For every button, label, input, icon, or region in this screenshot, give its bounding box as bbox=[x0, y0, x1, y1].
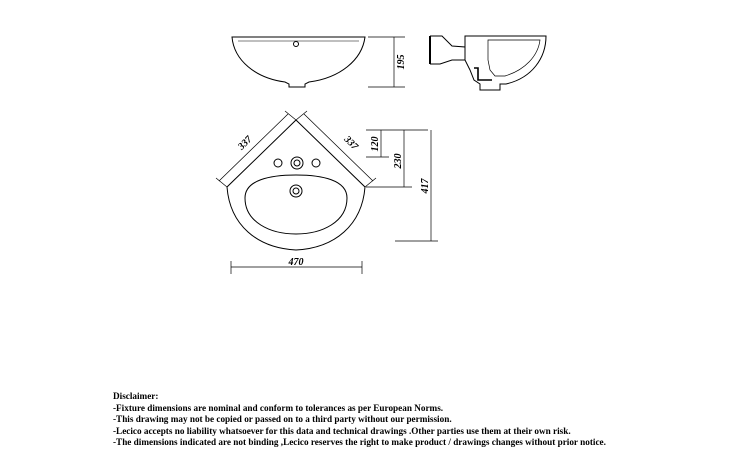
disclaimer bbox=[113, 391, 743, 449]
side-view-bowl bbox=[465, 36, 546, 90]
side-view bbox=[430, 36, 546, 90]
plan-view-drain-inner bbox=[293, 188, 299, 194]
dim-label-right-337: 337 bbox=[341, 134, 360, 153]
dim-label-195: 195 bbox=[396, 54, 407, 70]
dim-label-left-337: 337 bbox=[236, 134, 255, 153]
plan-view-tap-hole-left bbox=[274, 159, 282, 167]
plan-view bbox=[216, 111, 438, 274]
dim-label-470: 470 bbox=[288, 257, 304, 268]
front-view bbox=[232, 37, 405, 87]
front-view-tap-hole bbox=[294, 42, 299, 47]
disclaimer-line: -Lecico accepts no liability whatsoever for this data and technical drawings .Other parties use them at their own risk. bbox=[113, 425, 571, 436]
side-view-trap bbox=[474, 68, 492, 80]
side-view-bracket bbox=[430, 36, 465, 64]
disclaimer-line: -The dimensions indicated are not binding ,Lecico reserves the right to make product / drawings changes without prior notice. bbox=[113, 437, 606, 448]
plan-view-tap-hole-center bbox=[291, 157, 303, 169]
dim-label-417: 417 bbox=[420, 178, 431, 194]
dim-label-120: 120 bbox=[370, 136, 381, 152]
disclaimer-line: -This drawing may not be copied or passed on to a third party without our permission. bbox=[113, 414, 452, 425]
disclaimer-title: Disclaimer: bbox=[113, 391, 159, 401]
dim-right-line bbox=[304, 114, 373, 181]
dim-right-ext-2 bbox=[365, 178, 376, 187]
dim-label-230: 230 bbox=[393, 153, 404, 169]
disclaimer-line: -Fixture dimensions are nominal and conform to tolerances as per European Norms. bbox=[113, 402, 444, 413]
plan-view-tap-hole-right bbox=[312, 159, 320, 167]
plan-view-basin bbox=[245, 175, 347, 234]
plan-view-drain bbox=[290, 185, 302, 197]
dim-left-ext-1 bbox=[216, 178, 227, 187]
plan-view-tap-hole-center-inner bbox=[294, 160, 300, 166]
dim-left-line bbox=[219, 114, 288, 181]
